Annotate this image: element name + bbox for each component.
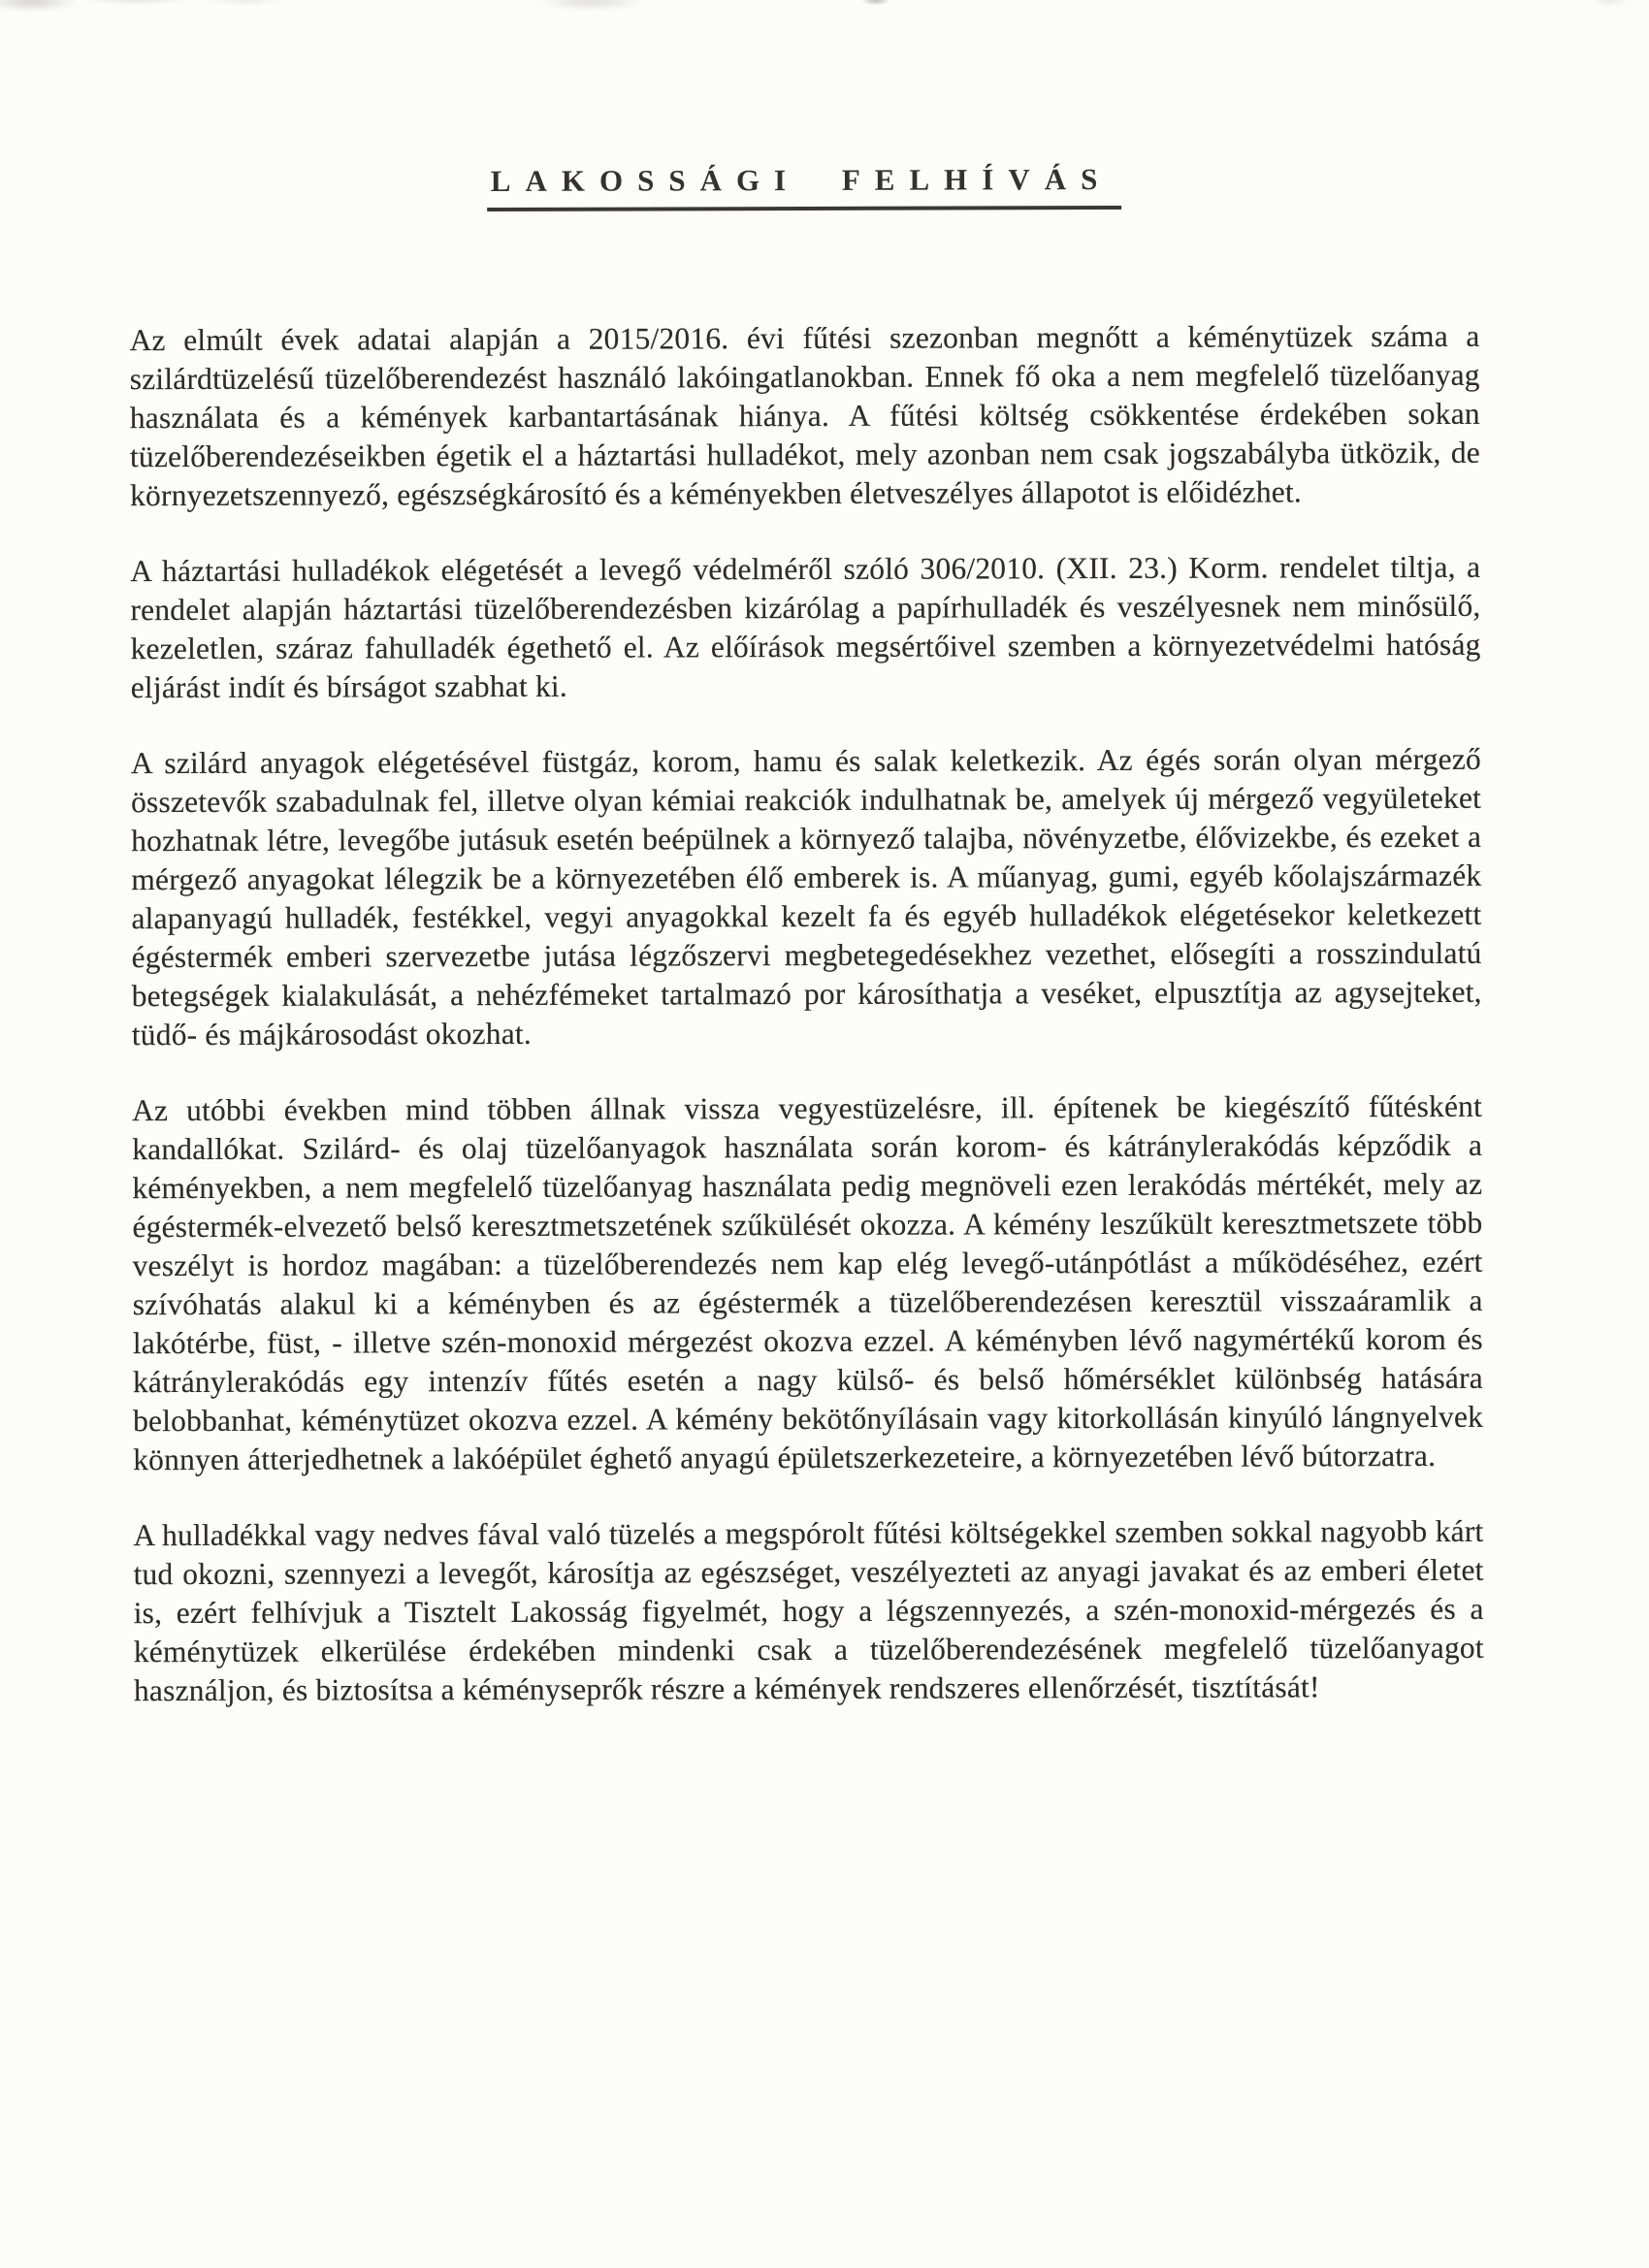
scan-artifact-top-center xyxy=(504,0,679,23)
document-title-text: LAKOSSÁGI FELHÍVÁS xyxy=(487,162,1122,211)
paragraph-2: A háztartási hulladékok elégetését a levegő védelméről szóló 306/2010. (XII. 23.) Korm. rendelet tiltja, a rendelet alapján háztartási tüzelőberendezésben kizárólag a papírhulladék és veszélyesnek nem minősülő, kezeletlen, száraz fahulladék égethető el. Az előírások megsértőivel szemben a környezetvédelmi hatóság eljárást indít és bírságot szabhat ki. xyxy=(130,549,1481,705)
scan-artifact-top-corner xyxy=(1581,0,1639,10)
scan-artifact-top-left xyxy=(0,0,312,27)
paragraph-4: Az utóbbi években mind többen állnak vissza vegyestüzelésre, ill. építenek be kiegészítő fűtésként kandallókat. Szilárd- és olaj tüzelőanyagok használata során korom- és kátránylerakódás képződik a kéményekben, a nem megfelelő tüzelőanyag használata pedig megnöveli ezen lerakódás mértékét, mely az égéstermék-elvezető belső keresztmetszetének szűkülését okozza. A kémény leszűkült keresztmetszete több veszélyt is hordoz magában: a tüzelőberendezés nem kap elég levegő-utánpótlást a működéséhez, ezért szívóhatás alakul ki a kéményben és az égéstermék a tüzelőberendezésen keresztül visszaáramlik a lakótérbe, füst, - illetve szén-monoxid mérgezést okozva ezzel. A kéményben lévő nagymértékű korom és kátránylerakódás egy intenzív fűtés esetén a nagy külső- és belső hőmérséklet különbség hatására belobbanhat, kéménytüzet okozva ezzel. A kémény bekötőnyílásain vagy kitorkollásán kinyúló lángnyelvek könnyen átterjedhetnek a lakóépület éghető anyagú épületszerkezeteire, a környezetében lévő bútorzatra. xyxy=(132,1088,1484,1477)
paragraph-5: A hulladékkal vagy nedves fával való tüzelés a megspórolt fűtési költségekkel szemben sokkal nagyobb kárt tud okozni, szennyezi a levegőt, károsítja az egészséget, veszélyezteti az anyagi javakat és az emberi életet is, ezért felhívjuk a Tisztelt Lakosság figyelmét, hogy a légszennyezés, a szén-monoxid-mérgezés és a kéménytüzek elkerülése érdekében mindenki csak a tüzelőberendezésének megfelelő tüzelőanyagot használjon, és biztosítsa a kéményseprők részre a kémények rendszeres ellenőrzését, tisztítását! xyxy=(133,1513,1484,1708)
paragraph-1: Az elmúlt évek adatai alapján a 2015/2016. évi fűtési szezonban megnőtt a kéménytüzek száma a szilárdtüzelésű tüzelőberendezést használó lakóingatlanokban. Ennek fő oka a nem megfelelő tüzelőanyag használata és a kémények karbantartásának hiánya. A fűtési költség csökkentése érdekében sokan tüzelőberendezéseikben égetik el a háztartási hulladékot, mely azonban nem csak jogszabályba ütközik, de környezetszennyező, egészségkárosító és a kéményekben életveszélyes állapotot is előidézhet. xyxy=(129,318,1480,513)
document-content xyxy=(129,161,1484,1710)
scan-artifact-top-right xyxy=(854,0,898,8)
paragraph-3: A szilárd anyagok elégetésével füstgáz, korom, hamu és salak keletkezik. Az égés során olyan mérgező összetevők szabadulnak fel, illetve olyan kémiai reakciók indulhatnak be, amelyek új mérgező vegyületeket hozhatnak létre, levegőbe jutásuk esetén beépülnek a környező talajba, növényzetbe, élővizekbe, és ezeket a mérgező anyagokat lélegzik be a környezetében élő emberek is. A műanyag, gumi, egyéb kőolajszármazék alapanyagú hulladék, festékkel, vegyi anyagokkal kezelt fa és egyéb hulladékok elégetésekor keletkezett égéstermék emberi szervezetbe jutása légzőszervi megbetegedésekhez vezethet, elősegíti a rosszindulatú betegségek kialakulását, a nehézfémeket tartalmazó por károsíthatja a veséket, elpusztítja az agysejteket, tüdő- és májkárosodást okozhat. xyxy=(130,741,1482,1053)
document-title xyxy=(129,161,1479,212)
